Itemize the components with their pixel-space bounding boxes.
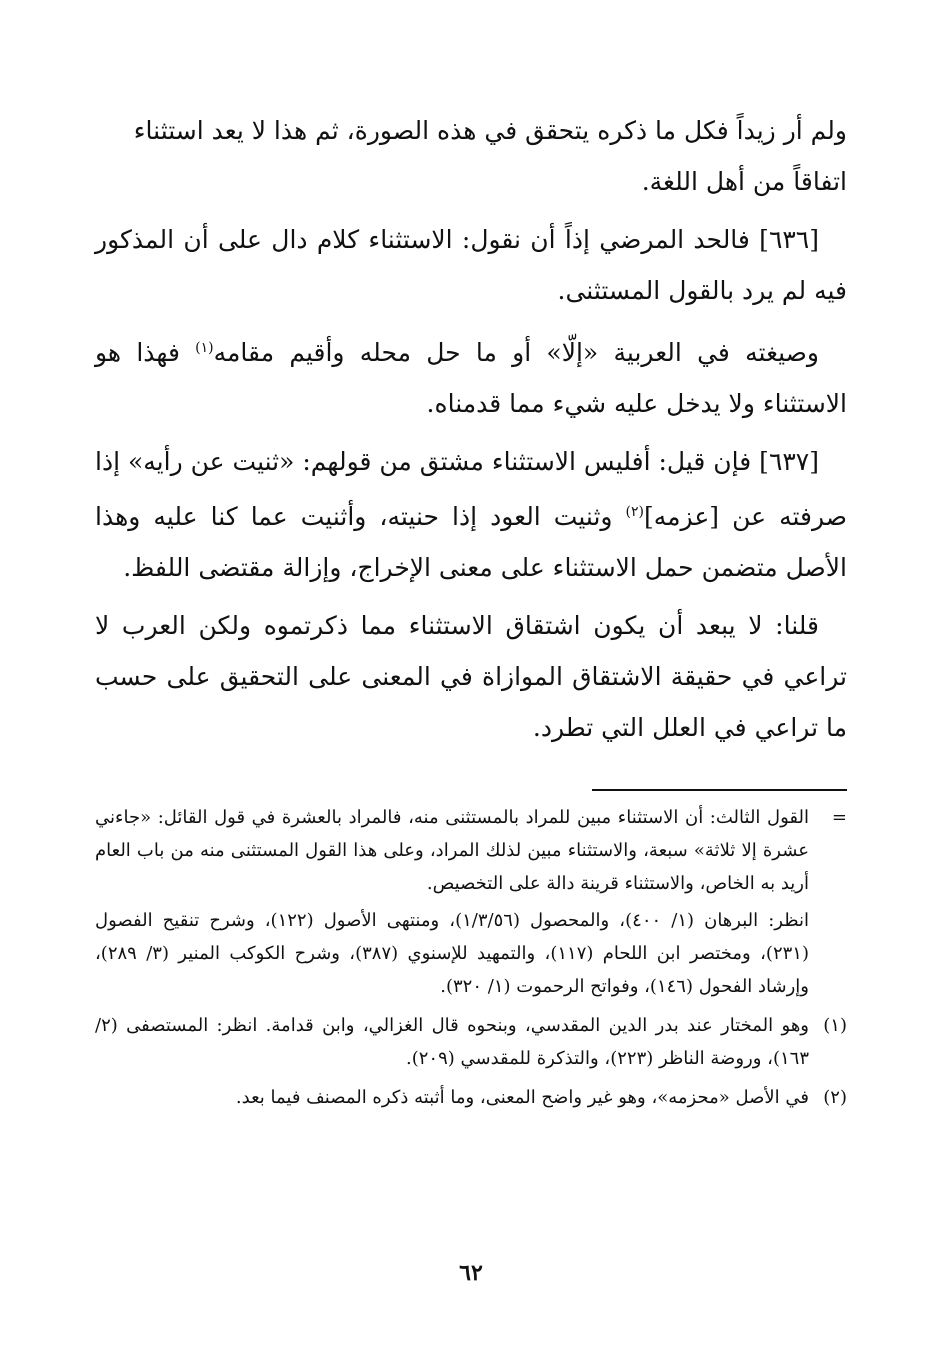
footnote-1-text: وهو المختار عند بدر الدين المقدسي، وبنحوه قال الغزالي، وابن قدامة. انظر: المستصفى (٢/ ١٦٣)، وروضة الناظر (٢٢٣)، والتذكرة للمقدسي (٢٠٩). <box>95 1015 809 1069</box>
paragraph-3-text-a: وصيغته في العربية «إلّا» أو ما حل محله وأقيم مقامه <box>213 338 819 367</box>
book-page <box>95 105 847 1345</box>
footnote-continuation-text: القول الثالث: أن الاستثناء مبين للمراد بالمستثنى منه، فالمراد بالعشرة في قول القائل: «جاءني عشرة إلا ثلاثة» سبعة، والاستثناء مبين لذلك المراد، وعلى هذا القول المستثنى منه من باب العام أريد به الخاص، والاستثناء قرينة دالة على التخصيص. <box>95 807 809 894</box>
paragraph-636: [٦٣٦] فالحد المرضي إذاً أن نقول: الاستثناء كلام دال على أن المذكور فيه لم يرد بالقول المستثنى. <box>95 225 847 305</box>
paragraph-1-line-2: اتفاقاً من أهل اللغة. <box>641 167 847 196</box>
footnote-2 <box>95 1081 847 1114</box>
footnote-separator <box>592 789 847 791</box>
paragraph-5: قلنا: لا يبعد أن يكون اشتقاق الاستثناء مما ذكرتموه ولكن العرب لا تراعي في حقيقة الاشتقاق الموازاة في المعنى على التحقيق على حسب ما تراعي في العلل التي تطرد. <box>95 611 847 742</box>
footnote-1-marker: (١) <box>823 1015 847 1036</box>
footnote-ref-2[interactable]: (٢) <box>625 504 644 520</box>
footnote-continuation-references: انظر: البرهان (١/ ٤٠٠)، والمحصول (١/٣/٥٦)، ومنتهى الأصول (١٢٢)، وشرح تنقيح الفصول (٢٣١)، ومختصر ابن اللحام (١١٧)، والتمهيد للإسنوي (٣٨٧)، وشرح الكوكب المنير (٣/ ٢٨٩)، وإرشاد الفحول (١٤٦)، وفواتح الرحموت (١/ ٣٢٠). <box>95 910 809 997</box>
page-number: ٦٢ <box>459 1260 483 1286</box>
paragraph-3-text-b: فهذا هو الاستثناء ولا يدخل عليه شيء مما قدمناه. <box>95 338 847 418</box>
continuation-marker: = <box>831 807 847 828</box>
footnote-1 <box>95 1009 847 1075</box>
paragraph-637 <box>95 436 847 593</box>
paragraph-1-line-1: ولم أر زيداً فكل ما ذكره يتحقق في هذه الصورة، ثم هذا لا يعد استثناء <box>133 116 847 145</box>
footnote-2-text: في الأصل «محزمه»، وهو غير واضح المعنى، وما أثبته ذكره المصنف فيما بعد. <box>235 1087 809 1108</box>
main-text <box>95 105 847 753</box>
footnote-ref-1[interactable]: (١) <box>195 340 214 356</box>
footnote-continuation <box>95 801 847 1003</box>
paragraph-3 <box>95 323 847 429</box>
paragraph-1 <box>95 105 847 207</box>
paragraph-637-text-b: وثنيت العود إذا حنيته، وأثنيت عما كنا عليه وهذا الأصل متضمن حمل الاستثناء على معنى الإخراج، وإزالة مقتضى اللفظ. <box>95 502 847 582</box>
footnotes <box>95 801 847 1114</box>
footnote-2-marker: (٢) <box>823 1087 847 1108</box>
paragraph-637-text-a: [٦٣٧] فإن قيل: أفليس الاستثناء مشتق من قولهم: «ثنيت عن رأيه» إذا صرفته عن [عزمه] <box>95 447 847 531</box>
